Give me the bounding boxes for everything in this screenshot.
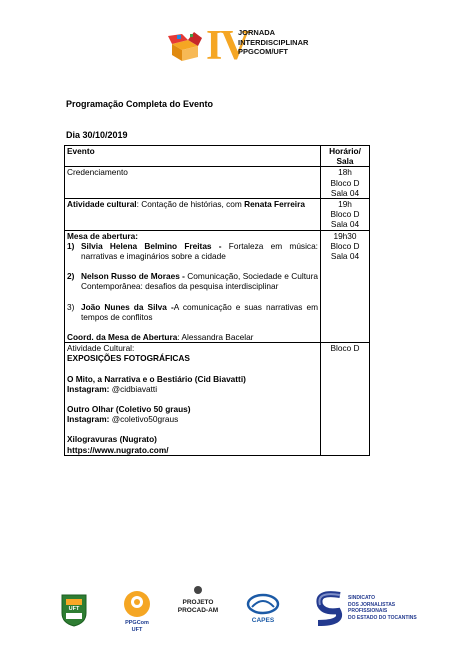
schedule-table: [64, 145, 370, 456]
event-logo: [168, 22, 318, 72]
list-item: 2) Nelson Russo de Moraes - Comunicação, Sociedade e Cultura Contemporânea: desafios da pesquisa interdisciplinar: [67, 271, 318, 292]
exhibitions-heading: EXPOSIÇÕES FOTOGRÁFICAS: [67, 353, 190, 364]
procad-figure-icon: [184, 585, 212, 597]
open-box-icon: [168, 32, 202, 62]
table-row: [65, 167, 370, 199]
column-header-time: Horário/ Sala: [321, 146, 370, 167]
table-header-row: [65, 146, 370, 167]
time-room-cell: 19h30 Bloco D Sala 04: [321, 230, 370, 343]
exhibition-title: Xilogravuras (Nugrato): [67, 434, 157, 445]
table-row: [65, 230, 370, 343]
table-row: [65, 199, 370, 231]
capes-label: CAPES: [251, 617, 275, 624]
sponsor-logos: [60, 585, 420, 635]
uft-label: UFT: [68, 606, 80, 612]
ppgcom-logo-icon: [122, 589, 152, 619]
union-logo-icon: [312, 589, 346, 629]
procad-label: PROJETO PROCAD-AM: [177, 599, 219, 614]
exhibition-link[interactable]: https://www.nugrato.com/: [67, 444, 169, 455]
event-cell: Credenciamento: [65, 167, 321, 199]
exhibition-title: O Mito, a Narrativa e o Bestiário (Cid Biavatti): [67, 373, 246, 384]
event-cell: Atividade Cultural: EXPOSIÇÕES FOTOGRÁFICAS O Mito, a Narrativa e o Bestiário (Cid Biavatti) Instagram: @cidbiavatti Outro Olhar (Coletivo 50 graus) Instagram: @coletivo50graus Xilogravuras (Nugrato) https://www.nugrato.com/: [65, 343, 321, 456]
capes-logo-icon: [246, 593, 280, 615]
column-header-event: Evento: [65, 146, 321, 167]
panel-coordinator: Coord. da Mesa de Abertura: Alessandra Bacelar: [67, 332, 254, 343]
exhibition-instagram: Instagram: @coletivo50graus: [67, 414, 179, 425]
panel-heading: Mesa de abertura:: [67, 230, 139, 241]
table-row: [65, 343, 370, 456]
event-cell: Atividade cultural: Contação de histórias, com Renata Ferreira: [65, 199, 321, 231]
list-item: 3) João Nunes da Silva -A comunicação e suas narrativas em tempos de conflitos: [67, 301, 318, 322]
event-date: Dia 30/10/2019: [66, 130, 128, 140]
exhibition-instagram: Instagram: @cidbiavatti: [67, 383, 158, 394]
time-room-cell: Bloco D: [321, 343, 370, 456]
list-item: 1) Silvia Helena Belmino Freitas - Fortaleza em música: narrativas e imaginários sobre a cidade: [67, 240, 318, 262]
page-title: Programação Completa do Evento: [66, 99, 214, 109]
exhibition-title: Outro Olhar (Coletivo 50 graus): [67, 404, 191, 415]
event-cell: [65, 230, 321, 343]
time-room-cell: 18h Bloco D Sala 04: [321, 167, 370, 199]
ppgcom-label: PPGCom UFT: [125, 620, 149, 633]
time-room-cell: 19h Bloco D Sala 04: [321, 199, 370, 231]
event-name: JORNADA INTERDISCIPLINAR PPGCOM/UFT: [238, 28, 309, 56]
union-label: SINDICATO DOS JORNALISTAS PROFISSIONAIS DO ESTADO DO TOCANTINS: [348, 595, 417, 621]
edition-numeral: IV: [206, 23, 249, 69]
